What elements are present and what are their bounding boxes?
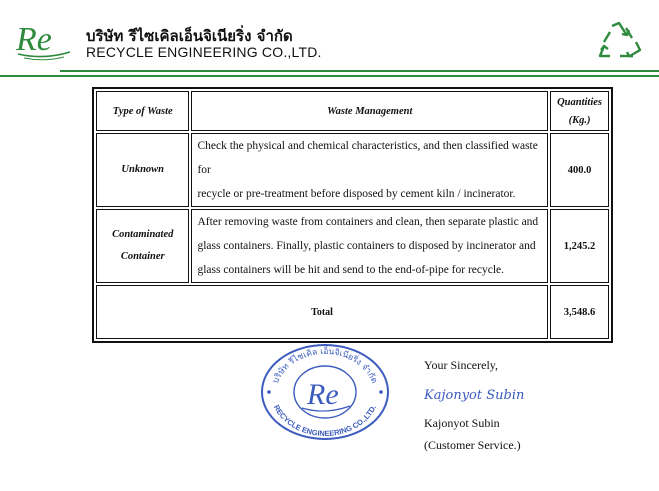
company-name-thai: บริษัท รีไซเคิลเอ็นจิเนียริ่ง จำกัด [86, 27, 293, 45]
waste-type-cell [96, 209, 189, 283]
handwritten-signature [424, 383, 536, 405]
signer-name: Kajonyot Subin [424, 416, 500, 430]
svg-text:Kajonyot Subin: Kajonyot Subin [424, 388, 525, 403]
waste-management-cell [191, 209, 548, 283]
management-line: glass containers. Finally, plastic containers to disposed by incinerator and [197, 240, 536, 252]
closing-text: Your Sincerely, [424, 358, 498, 372]
table-total-row [96, 285, 609, 339]
header-quantities-unit: (Kg.) [568, 114, 591, 126]
company-name-en: RECYCLE ENGINEERING CO.,LTD. [86, 44, 322, 60]
stamp-thai-text: บริษัท รีไซเคิล เอ็นจิเนียริ่ง จำกัด [270, 346, 380, 386]
waste-type-cell [96, 133, 189, 207]
management-line: Check the physical and chemical characteristics, and then classified waste for [197, 140, 538, 176]
letterhead-rule [60, 70, 659, 72]
header-quantities [550, 91, 609, 131]
header-waste-management: Waste Management [191, 91, 548, 131]
re-monogram-logo-icon [14, 20, 74, 62]
management-line: glass containers will be hit and send to the end-of-pipe for recycle. [197, 264, 505, 276]
table-row [96, 133, 609, 207]
waste-management-table [92, 87, 613, 343]
signer-title: (Customer Service.) [424, 438, 521, 452]
waste-type-line: Unknown [121, 164, 165, 175]
management-line: After removing waste from containers and clean, then separate plastic and [197, 216, 539, 228]
header-quantities-label: Quantities [557, 96, 602, 108]
stamp-english-text: RECYCLE ENGINEERING CO.,LTD. [271, 403, 379, 439]
total-label: Total [96, 285, 548, 339]
letterhead [0, 0, 659, 80]
total-value: 3,548.6 [550, 285, 609, 339]
company-stamp-icon [258, 342, 392, 442]
quantity-cell: 400.0 [550, 133, 609, 207]
waste-type-line: Contaminated [112, 229, 174, 240]
table-header-row [96, 91, 609, 131]
header-type-of-waste: Type of Waste [96, 91, 189, 131]
waste-type-line: Container [120, 251, 165, 262]
letterhead-rule-lower [0, 75, 659, 77]
recycle-symbol-icon [596, 20, 642, 60]
logo-text: Re [16, 21, 52, 58]
table-row [96, 209, 609, 283]
quantity-cell: 1,245.2 [550, 209, 609, 283]
waste-management-cell [191, 133, 548, 207]
management-line: recycle or pre-treatment before disposed by cement kiln / incinerator. [197, 188, 516, 200]
stamp-center-text: Re [307, 378, 339, 411]
